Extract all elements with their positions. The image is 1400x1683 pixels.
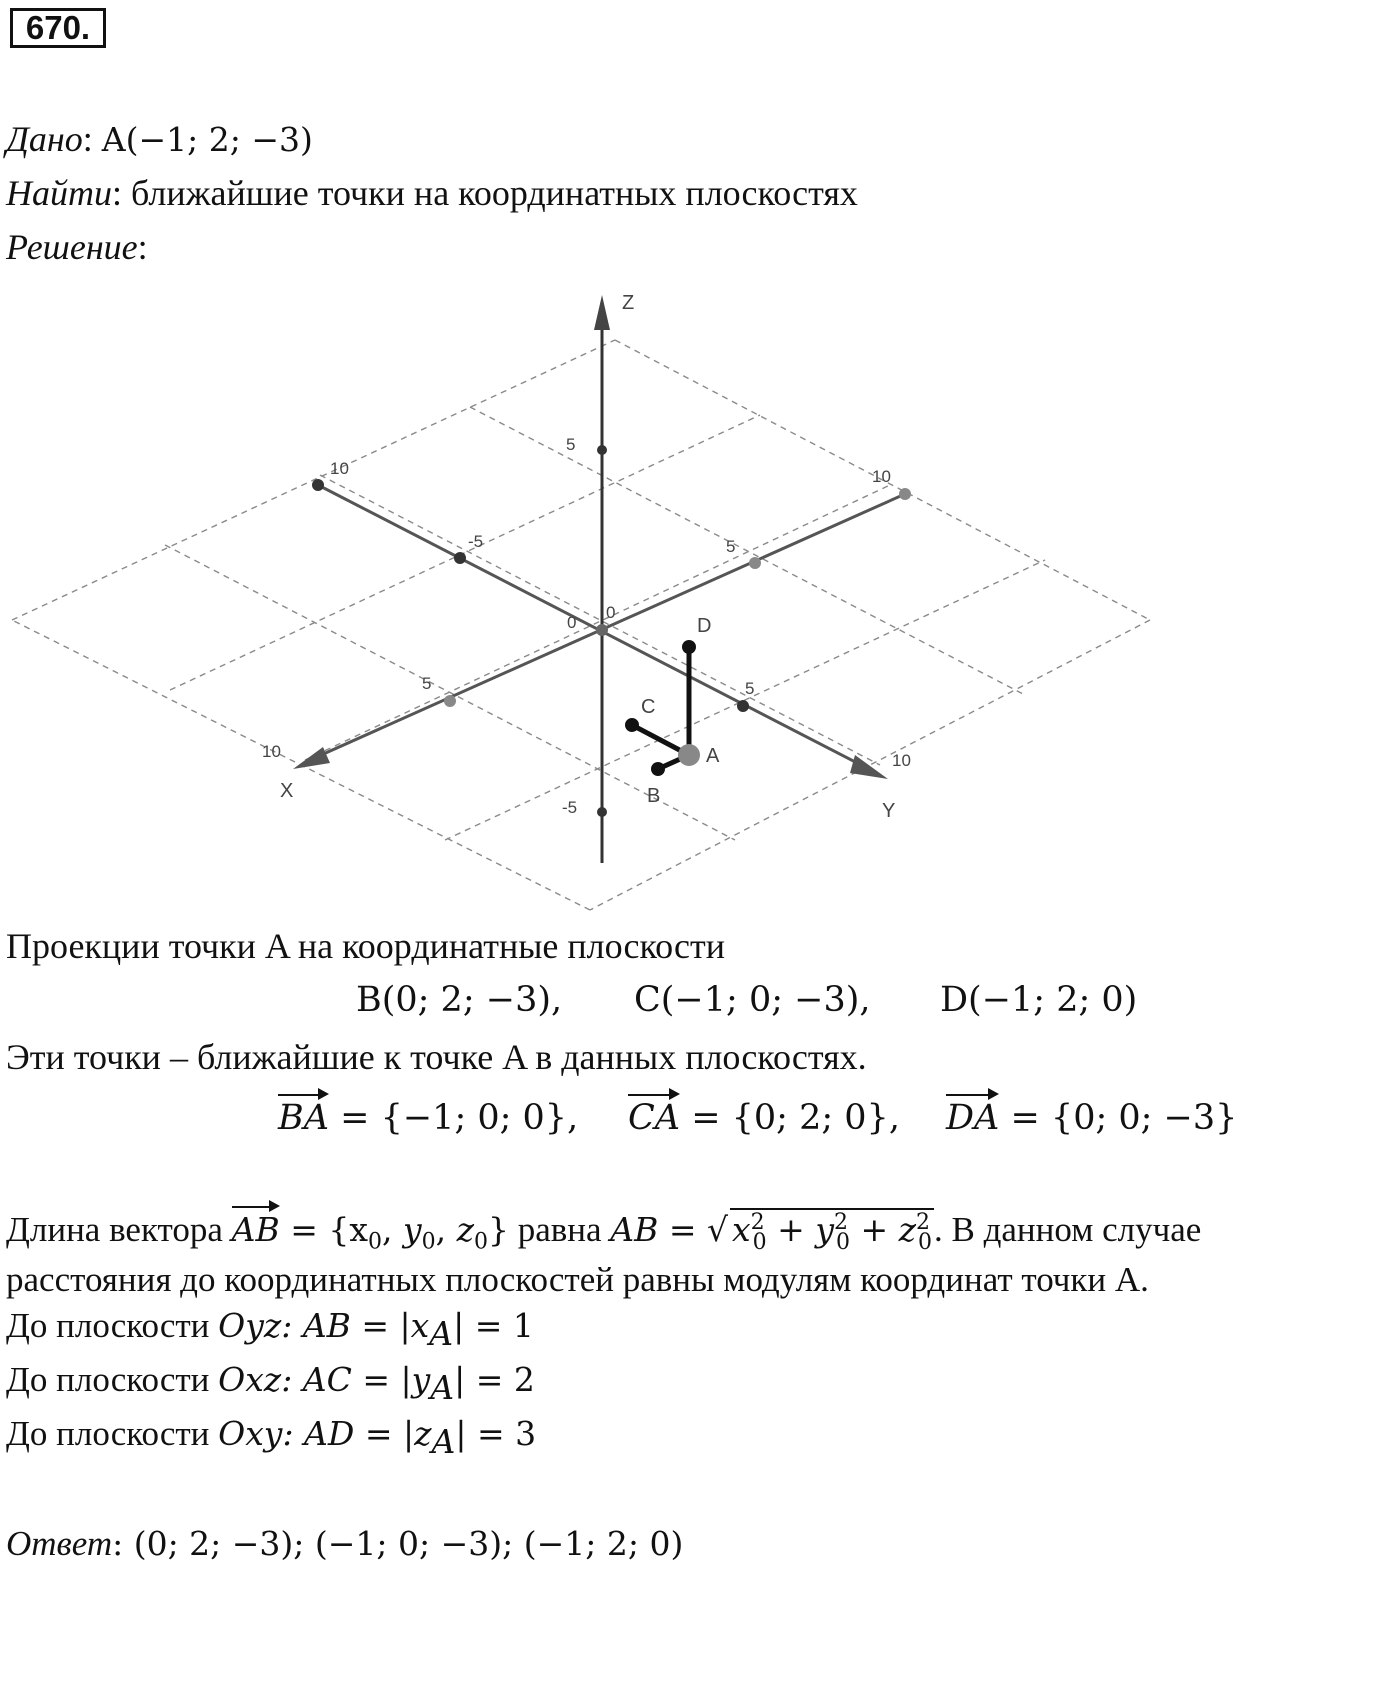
tick-origin-a: 0 [567,613,577,632]
distance-oyz-tail: | = 1 [453,1306,534,1345]
z-axis-label: Z [622,292,635,314]
given-value: A(−1; 2; −3) [101,120,313,159]
length-set: = {x [279,1210,368,1249]
label-d: D [697,615,712,637]
grid-plane [12,340,1150,910]
y-axis-line [318,485,865,767]
distance-oyz-expr: : AB = |x [281,1306,430,1345]
answer-value: : (0; 2; −3); (−1; 0; −3); (−1; 2; 0) [112,1524,684,1563]
length-prefix: Длина вектора [6,1210,232,1249]
label-b: B [647,785,661,807]
distance-oxz-prefix: До плоскости [6,1360,219,1399]
find-label: Найти [6,173,112,213]
distance-oxz-plane: Oxz [218,1360,282,1399]
tick-z-pos: 5 [566,435,576,454]
length-equals-word: равна [508,1210,611,1249]
distance-oxz-expr: : AC = |y [281,1360,431,1399]
distance-oxy-prefix: До плоскости [6,1414,219,1453]
given-label: Дано [6,119,83,159]
distance-oxz-sub: A [430,1368,455,1407]
distance-oxy-tail: | = 3 [455,1414,537,1453]
tick-x-mid: -5 [468,532,484,551]
point-c [625,718,639,732]
find-text: : ближайшие точки на координатных плоскостях [112,173,858,213]
tick-y-far: 10 [330,459,349,478]
y-axis-label: Y [882,800,896,822]
axes [310,325,905,863]
coordinate-figure [0,285,1180,915]
x-arrow-icon [293,747,330,769]
solution-label: Решение [6,227,138,267]
z-arrow-icon [594,295,610,330]
tick-y-mid: 5 [726,537,736,556]
vector-ca-value: = {0; 2; 0}, [680,1098,900,1138]
vector-da-name: DA [946,1098,1000,1138]
projection-c: C(−1; 0; −3), [634,980,871,1020]
tick-z-neg: -5 [562,798,578,817]
length-line: Длина вектора AB = {$x_0$, $y_0$, $z_0$} равна AB = √ $x^2_0 + y^2_0 + z^2_0$. В данном случае [6,1210,1202,1255]
length-line2: расстояния до координатных плоскостей равны модулям координат точки A. [6,1260,1149,1299]
distance-oxz-tail: | = 2 [454,1360,535,1399]
x-axis-line [310,494,905,760]
tick-x-far: 10 [872,467,891,486]
length-ab: AB = [610,1210,708,1249]
tick-x-near: 5 [422,674,432,693]
distance-oyz [6,1306,534,1353]
closest-text: Эти точки – ближайшие к точке A в данных плоскостях. [6,1037,867,1077]
vector-ba-value: = {−1; 0; 0}, [329,1098,579,1138]
tick-x-end: 10 [262,742,281,761]
vector-ba [278,1098,578,1138]
x-axis-label: X [280,780,294,802]
point-a [678,744,700,766]
tick-y-end: 10 [892,751,911,770]
vector-ba-name: BA [278,1098,329,1138]
problem-number: 670. [10,8,106,48]
tick-points [312,445,911,817]
distance-oyz-plane: Oyz [218,1306,282,1345]
distance-oxy-expr: : AD = |z [282,1414,432,1453]
point-d [682,640,696,654]
tick-origin-b: 0 [606,603,616,622]
answer-label: Ответ [6,1524,113,1563]
projections-text: Проекции точки A на координатные плоскости [6,926,726,966]
length-suffix: . В данном случае [934,1210,1202,1249]
tick-y-near: 5 [745,679,755,698]
distance-oxy-sub: A [431,1422,456,1461]
distance-oxz [6,1360,535,1407]
vector-ca-name: CA [628,1098,681,1138]
distance-oyz-prefix: До плоскости [6,1306,219,1345]
vector-ca [628,1098,900,1138]
label-a: A [706,745,720,767]
answer-line [6,1524,683,1564]
distance-oyz-sub: A [429,1314,454,1353]
find-line [6,172,858,214]
vector-da [946,1098,1237,1138]
projection-d: D(−1; 2; 0) [940,980,1138,1020]
vector-da-value: = {0; 0; −3} [999,1098,1238,1138]
length-vec: AB [231,1210,280,1249]
projection-b: B(0; 2; −3), [356,980,563,1020]
label-c: C [641,696,656,718]
distance-oxy-plane: Oxy [218,1414,283,1453]
given-line: Дано: A(−1; 2; −3) [6,119,313,159]
solution-line: Решение: [6,227,148,267]
point-b [651,762,665,776]
distance-oxy [6,1414,536,1461]
